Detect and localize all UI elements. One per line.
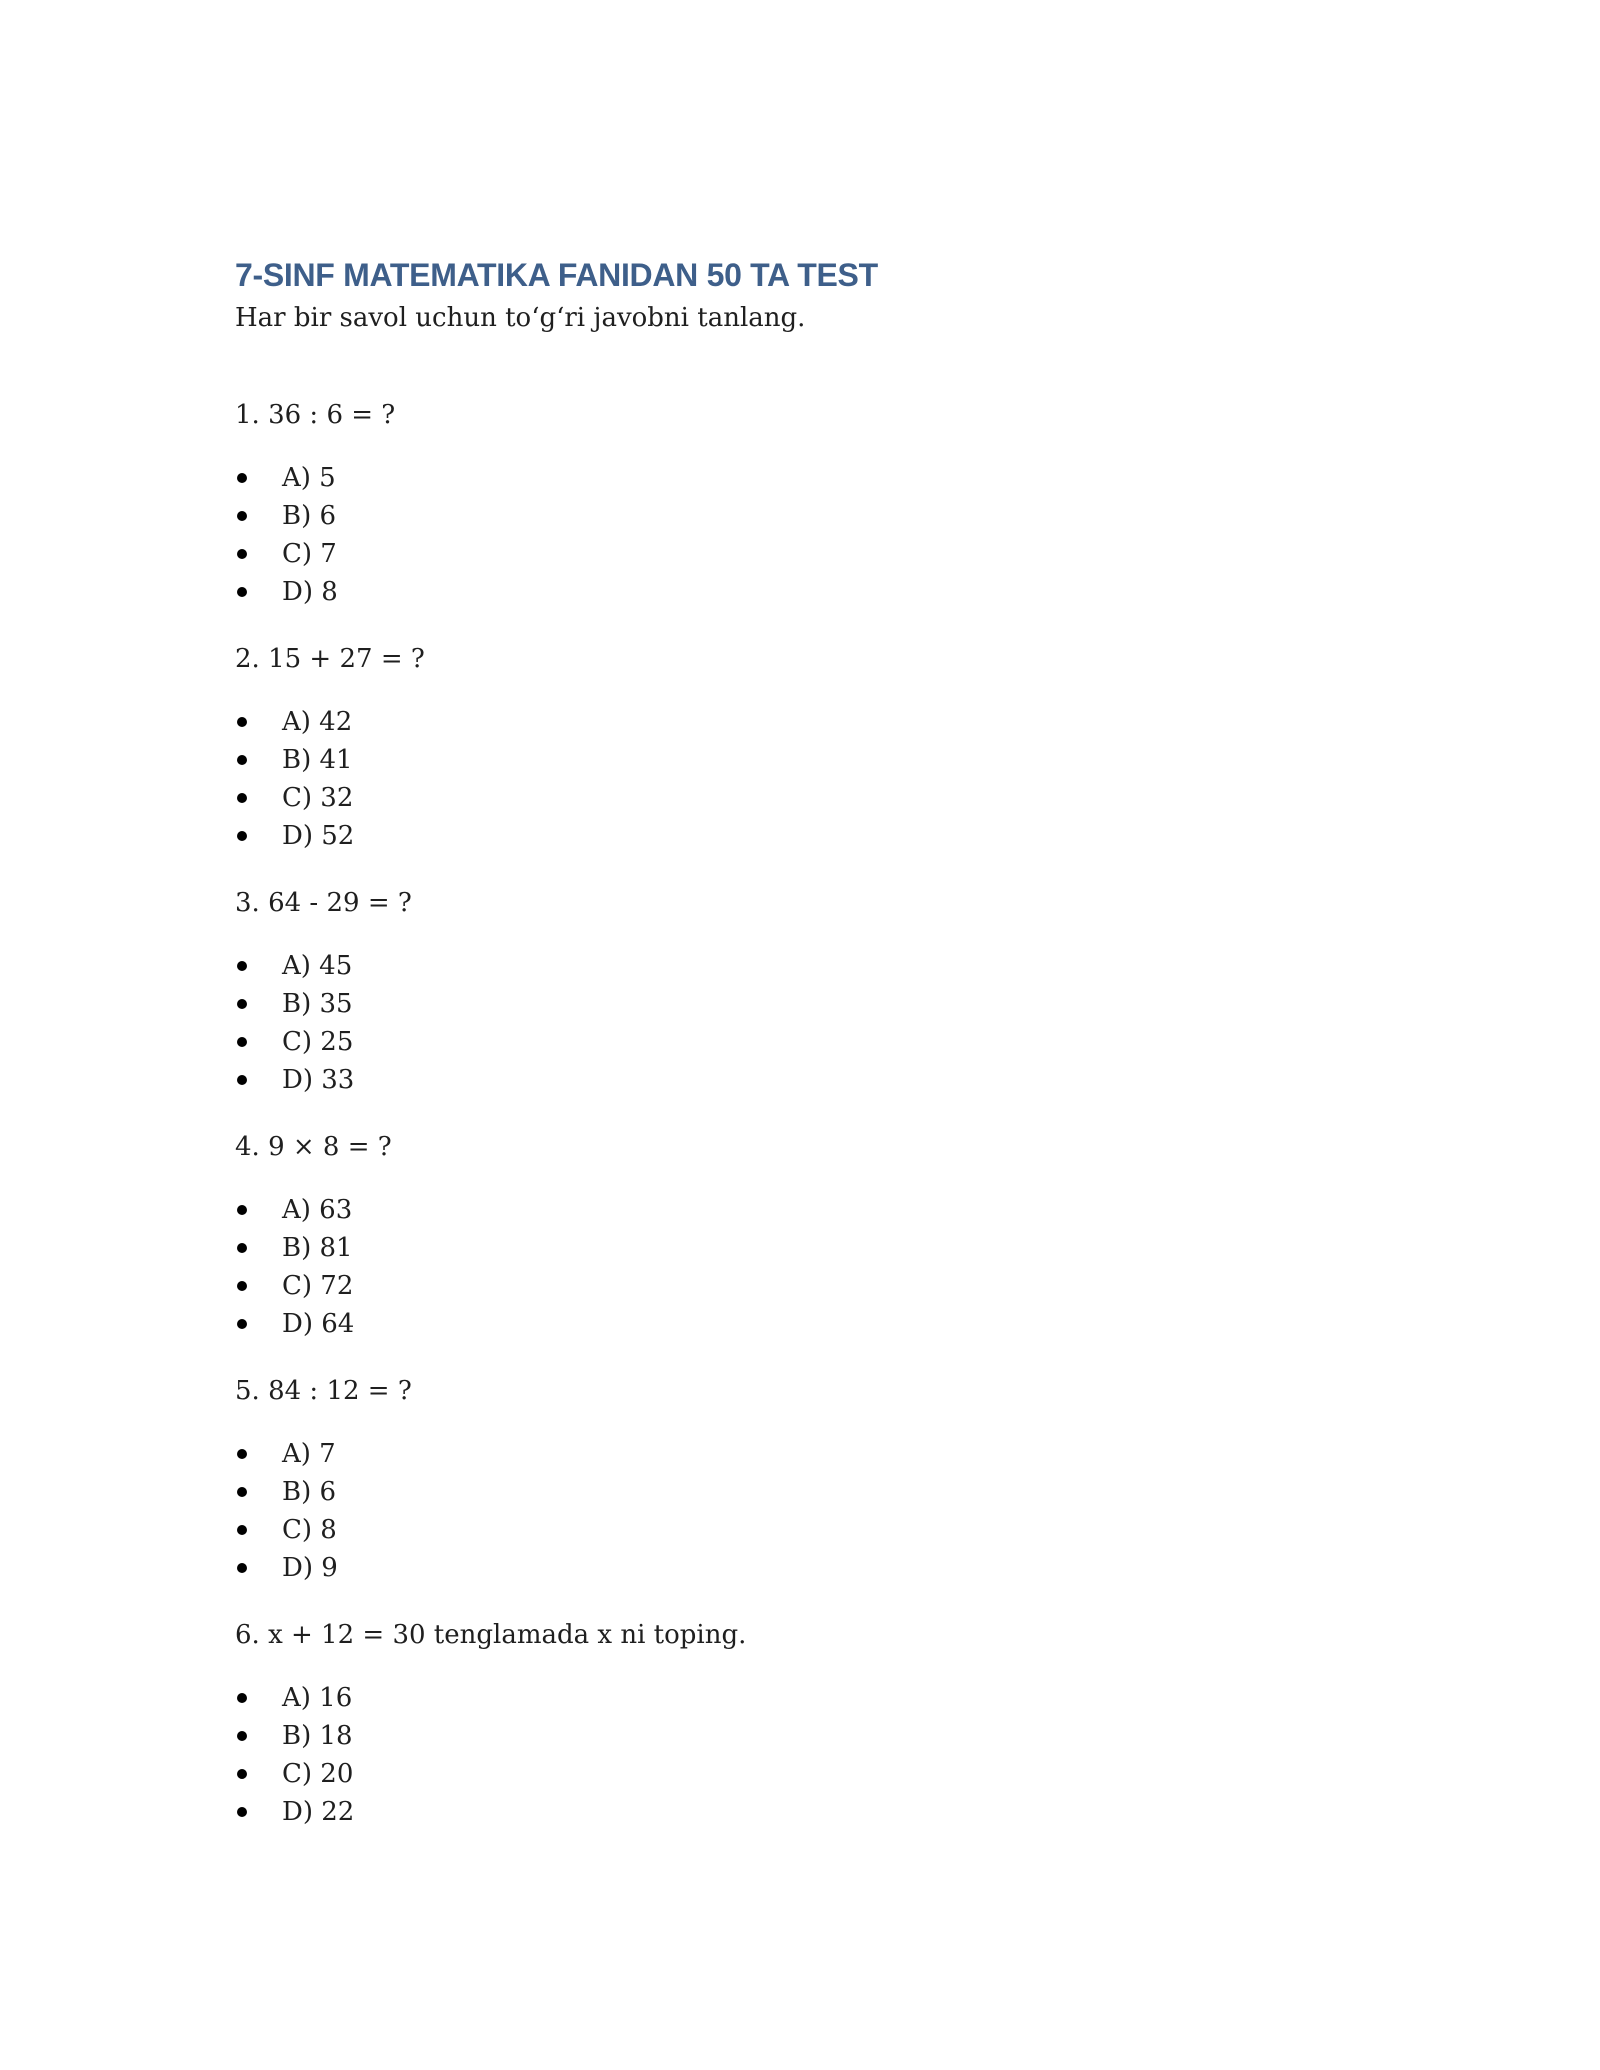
option-label: A) 45 <box>282 951 353 981</box>
option-c <box>235 1023 1365 1061</box>
question-list <box>235 397 1365 1831</box>
document-subtitle: Har bir savol uchun to‘g‘ri javobni tanlang. <box>235 303 806 333</box>
bullet-icon <box>237 755 247 765</box>
option-b <box>235 1717 1365 1755</box>
option-c <box>235 535 1365 573</box>
option-label: D) 8 <box>282 577 338 607</box>
bullet-icon <box>237 1205 247 1215</box>
bullet-icon <box>237 999 247 1009</box>
option-a <box>235 703 1365 741</box>
option-b <box>235 1229 1365 1267</box>
question-text: 4. 9 × 8 = ? <box>235 1132 392 1162</box>
option-label: A) 7 <box>282 1439 336 1469</box>
document-page <box>235 255 1365 1861</box>
bullet-icon <box>237 587 247 597</box>
option-c <box>235 1511 1365 1549</box>
option-d <box>235 1305 1365 1343</box>
option-c <box>235 1755 1365 1793</box>
option-a <box>235 1679 1365 1717</box>
bullet-icon <box>237 1037 247 1047</box>
option-label: C) 20 <box>282 1759 354 1789</box>
bullet-icon <box>237 549 247 559</box>
bullet-icon <box>237 473 247 483</box>
option-label: D) 9 <box>282 1553 338 1583</box>
option-label: C) 25 <box>282 1027 354 1057</box>
question-text: 3. 64 - 29 = ? <box>235 888 412 918</box>
option-label: A) 63 <box>282 1195 353 1225</box>
option-label: C) 72 <box>282 1271 354 1301</box>
option-d <box>235 817 1365 855</box>
answer-options <box>235 1679 1365 1831</box>
answer-options <box>235 1191 1365 1343</box>
option-b <box>235 741 1365 779</box>
option-d <box>235 1549 1365 1587</box>
bullet-icon <box>237 961 247 971</box>
option-label: C) 7 <box>282 539 337 569</box>
option-label: D) 64 <box>282 1309 355 1339</box>
question-text: 1. 36 : 6 = ? <box>235 400 396 430</box>
answer-options <box>235 459 1365 611</box>
question-5 <box>235 1373 1365 1587</box>
question-6 <box>235 1617 1365 1831</box>
option-b <box>235 1473 1365 1511</box>
option-label: B) 35 <box>282 989 353 1019</box>
question-text: 6. x + 12 = 30 tenglamada x ni toping. <box>235 1620 747 1650</box>
option-b <box>235 985 1365 1023</box>
bullet-icon <box>237 793 247 803</box>
bullet-icon <box>237 1281 247 1291</box>
answer-options <box>235 703 1365 855</box>
bullet-icon <box>237 511 247 521</box>
option-label: A) 16 <box>282 1683 353 1713</box>
bullet-icon <box>237 1243 247 1253</box>
option-label: C) 8 <box>282 1515 337 1545</box>
option-a <box>235 459 1365 497</box>
option-c <box>235 779 1365 817</box>
option-d <box>235 1061 1365 1099</box>
question-1 <box>235 397 1365 611</box>
option-label: B) 6 <box>282 501 337 531</box>
option-label: D) 22 <box>282 1797 355 1827</box>
bullet-icon <box>237 717 247 727</box>
question-4 <box>235 1129 1365 1343</box>
question-2 <box>235 641 1365 855</box>
document-title: 7-SINF MATEMATIKA FANIDAN 50 TA TEST <box>235 257 878 293</box>
option-d <box>235 1793 1365 1831</box>
bullet-icon <box>237 1693 247 1703</box>
question-3 <box>235 885 1365 1099</box>
option-a <box>235 1435 1365 1473</box>
bullet-icon <box>237 1449 247 1459</box>
option-label: B) 6 <box>282 1477 337 1507</box>
option-a <box>235 1191 1365 1229</box>
answer-options <box>235 1435 1365 1587</box>
option-label: B) 81 <box>282 1233 353 1263</box>
option-b <box>235 497 1365 535</box>
option-c <box>235 1267 1365 1305</box>
option-d <box>235 573 1365 611</box>
option-label: B) 41 <box>282 745 353 775</box>
bullet-icon <box>237 1525 247 1535</box>
bullet-icon <box>237 1319 247 1329</box>
bullet-icon <box>237 1487 247 1497</box>
question-text: 5. 84 : 12 = ? <box>235 1376 412 1406</box>
bullet-icon <box>237 831 247 841</box>
option-a <box>235 947 1365 985</box>
option-label: C) 32 <box>282 783 354 813</box>
bullet-icon <box>237 1563 247 1573</box>
bullet-icon <box>237 1769 247 1779</box>
bullet-icon <box>237 1807 247 1817</box>
bullet-icon <box>237 1075 247 1085</box>
option-label: D) 52 <box>282 821 355 851</box>
question-text: 2. 15 + 27 = ? <box>235 644 425 674</box>
answer-options <box>235 947 1365 1099</box>
bullet-icon <box>237 1731 247 1741</box>
option-label: A) 42 <box>282 707 353 737</box>
option-label: A) 5 <box>282 463 336 493</box>
option-label: D) 33 <box>282 1065 355 1095</box>
option-label: B) 18 <box>282 1721 353 1751</box>
